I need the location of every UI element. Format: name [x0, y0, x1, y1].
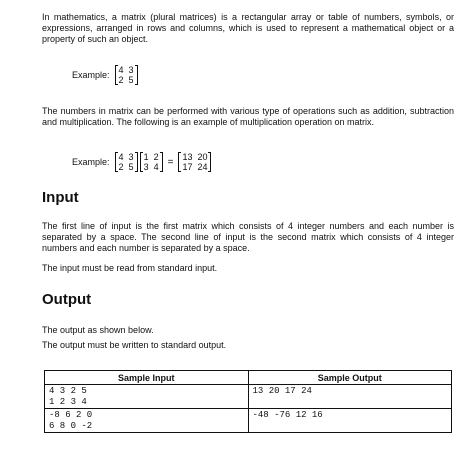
matrix-cell: 17 [182, 162, 193, 172]
sample-input-cell [45, 385, 249, 409]
matrix-cell: 1 [143, 152, 149, 162]
sample-io-table [44, 370, 452, 433]
example-multiplication [72, 152, 212, 172]
input-line: 6 8 0 -2 [49, 421, 93, 431]
input-heading: Input [42, 189, 79, 206]
matrix-example [115, 65, 138, 85]
example-single-matrix [72, 65, 139, 85]
right-bracket [160, 152, 163, 172]
table-row [45, 385, 452, 409]
input-line: -8 6 2 0 [49, 410, 93, 420]
matrix-cell: 4 [118, 152, 124, 162]
intro-paragraph: In mathematics, a matrix (plural matrices) is a rectangular array or table of numbers, symbols, or expressions, arranged in rows and columns, which is used to represent a mathematical object or a property of such an object. [42, 12, 454, 44]
output-line: -48 -76 12 16 [252, 410, 323, 420]
matrix-cell: 2 [153, 152, 159, 162]
sample-output-header: Sample Output [248, 371, 452, 385]
example-label: Example: [72, 157, 110, 167]
operations-paragraph: The numbers in matrix can be performed with various type of operations such as addition, subtraction and multiplication. The following is an example of multiplication operation on matrix. [42, 106, 454, 127]
output-heading: Output [42, 291, 92, 308]
matrix-a [115, 152, 138, 172]
input-line: 1 2 3 4 [49, 397, 87, 407]
table-header-row [45, 371, 452, 385]
matrix-cell: 20 [197, 152, 208, 162]
matrix-result [178, 152, 211, 172]
right-bracket [208, 152, 211, 172]
input-line: 4 3 2 5 [49, 386, 87, 396]
table-row [45, 409, 452, 433]
output-description: The output as shown below. [42, 325, 154, 335]
matrix-cell: 3 [128, 65, 134, 75]
matrix-cell: 24 [197, 162, 208, 172]
matrix-cell: 5 [128, 75, 134, 85]
matrix-cell: 4 [153, 162, 159, 172]
matrix-cell: 3 [128, 152, 134, 162]
equals-sign: = [167, 156, 174, 168]
output-note: The output must be written to standard output. [42, 340, 227, 350]
matrix-cell: 3 [143, 162, 149, 172]
matrix-b [140, 152, 163, 172]
example-label: Example: [72, 70, 110, 80]
sample-input-header: Sample Input [45, 371, 249, 385]
matrix-cell: 2 [118, 75, 124, 85]
sample-input-cell [45, 409, 249, 433]
input-description: The first line of input is the first matrix which consists of 4 integer numbers and each number is separated by a space. The second line of input is the second matrix which consists of 4 integer numbers and each number is separated by a space. [42, 221, 454, 253]
matrix-cell: 4 [118, 65, 124, 75]
matrix-cell: 2 [118, 162, 124, 172]
right-bracket [135, 65, 138, 85]
right-bracket [135, 152, 138, 172]
matrix-cell: 5 [128, 162, 134, 172]
output-line: 13 20 17 24 [252, 386, 312, 396]
sample-output-cell [248, 409, 452, 433]
sample-output-cell [248, 385, 452, 409]
matrix-cell: 13 [182, 152, 193, 162]
input-note: The input must be read from standard input. [42, 263, 218, 273]
